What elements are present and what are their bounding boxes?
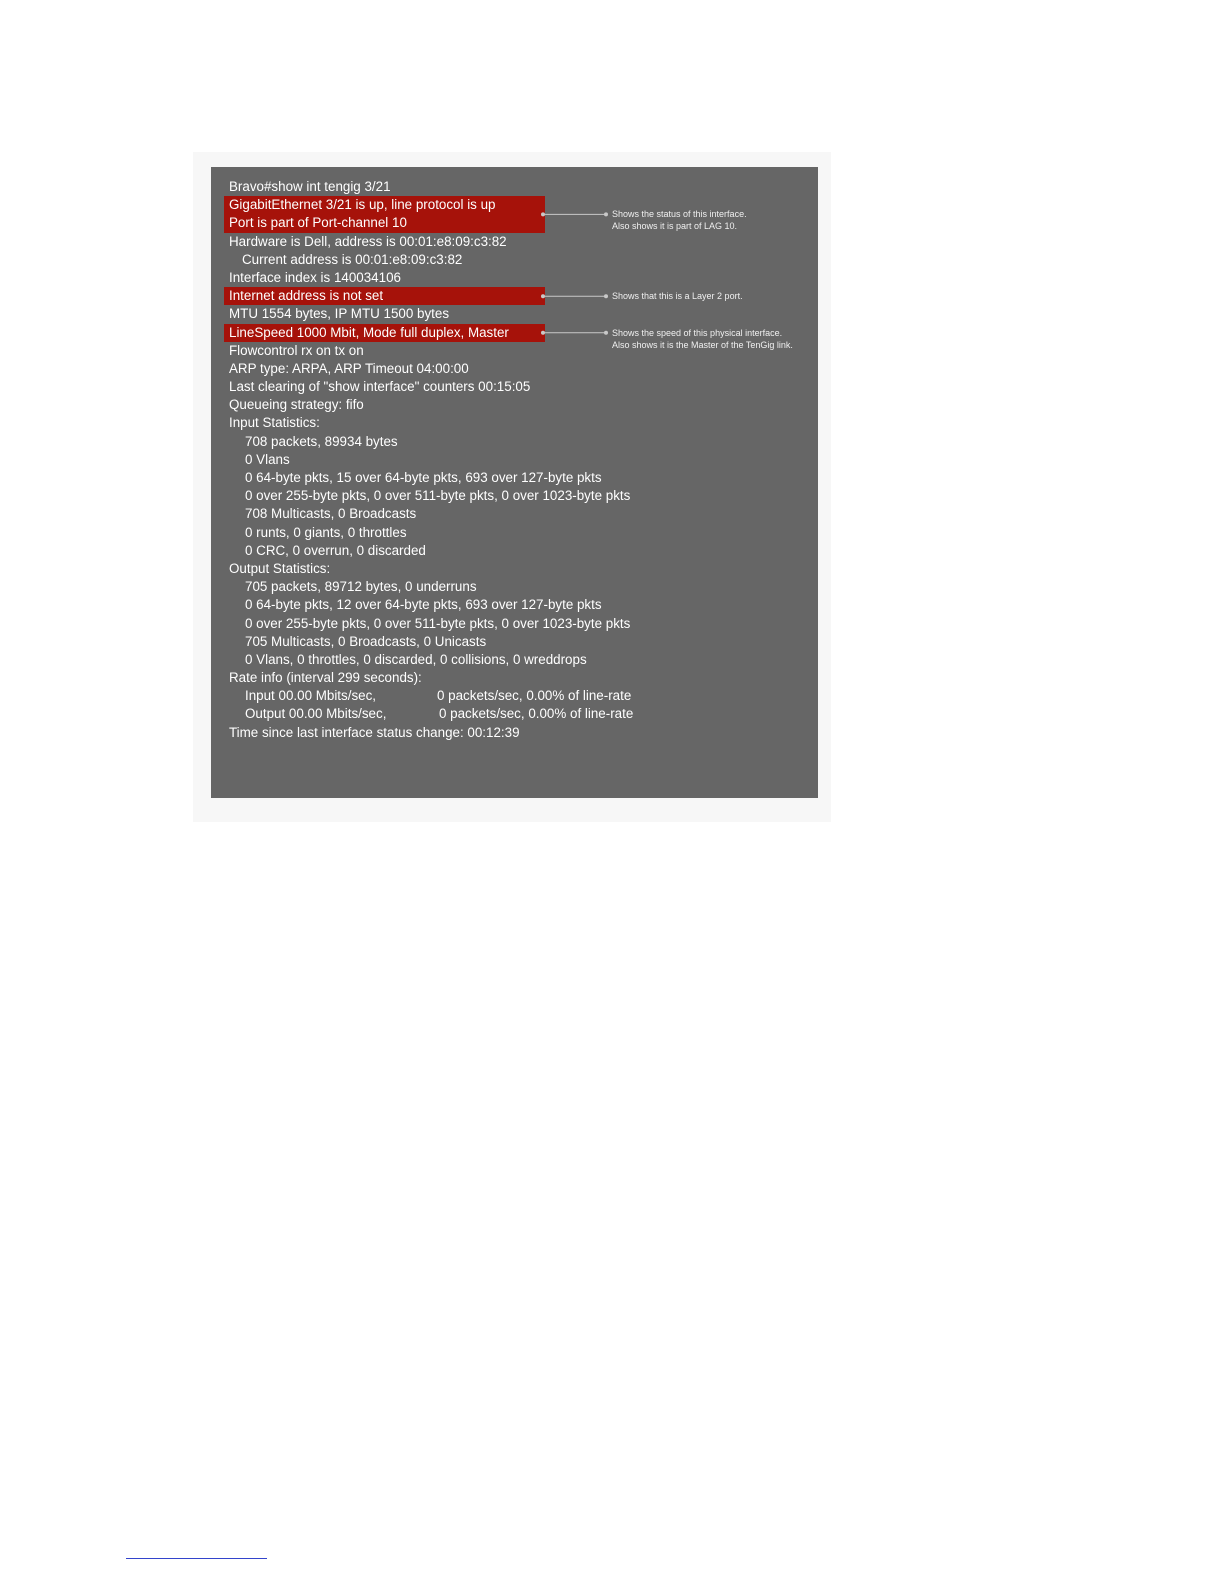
callout-annotation-line: Shows that this is a Layer 2 port. [612, 291, 743, 302]
output-line [211, 705, 818, 723]
output-line: Interface index is 140034106 [229, 269, 401, 285]
highlighted-output-line: Internet address is not set [224, 287, 545, 305]
output-line: ARP type: ARPA, ARP Timeout 04:00:00 [229, 360, 469, 376]
output-line: 705 Multicasts, 0 Broadcasts, 0 Unicasts [245, 633, 487, 649]
output-line: Rate info (interval 299 seconds): [229, 670, 422, 686]
output-line: Output Statistics: [229, 560, 331, 576]
callout-annotation-line: Shows the status of this interface. [612, 209, 747, 220]
output-line: Current address is 00:01:e8:09:c3:82 [242, 251, 463, 267]
output-line: 708 packets, 89934 bytes [245, 433, 398, 449]
output-line: 0 Vlans [245, 451, 290, 467]
output-line: 0 over 255-byte pkts, 0 over 511-byte pkts, 0 over 1023-byte pkts [245, 488, 631, 504]
output-line: 708 Multicasts, 0 Broadcasts [245, 506, 417, 522]
highlighted-output-line: GigabitEthernet 3/21 is up, line protocol is up [224, 196, 545, 214]
output-line: 0 64-byte pkts, 12 over 64-byte pkts, 693 over 127-byte pkts [245, 597, 602, 613]
output-line: 0 64-byte pkts, 15 over 64-byte pkts, 693 over 127-byte pkts [245, 470, 602, 485]
terminal-output-panel [211, 167, 818, 798]
output-line: Input Statistics: [229, 415, 320, 431]
rate-value: 0 packets/sec, 0.00% of line-rate [437, 688, 632, 704]
rate-label: Output 00.00 Mbits/sec, [245, 706, 387, 722]
output-line: 0 runts, 0 giants, 0 throttles [245, 524, 407, 540]
output-line: Time since last interface status change: 00:12:39 [229, 724, 520, 740]
output-line: Hardware is Dell, address is 00:01:e8:09:c3:82 [229, 233, 507, 249]
output-line: Bravo#show int tengig 3/21 [229, 179, 391, 194]
callout-annotation [612, 327, 793, 351]
output-line: 0 CRC, 0 overrun, 0 discarded [245, 542, 426, 558]
highlighted-output-line: LineSpeed 1000 Mbit, Mode full duplex, Master [224, 324, 545, 342]
output-line: Queueing strategy: fifo [229, 397, 364, 413]
rate-value: 0 packets/sec, 0.00% of line-rate [439, 706, 634, 722]
output-line: Last clearing of "show interface" counters 00:15:05 [229, 379, 531, 395]
output-line: 0 over 255-byte pkts, 0 over 511-byte pkts, 0 over 1023-byte pkts [245, 615, 631, 631]
output-line: MTU 1554 bytes, IP MTU 1500 bytes [229, 306, 450, 322]
output-line: Flowcontrol rx on tx on [229, 342, 364, 358]
callout-annotation-line: Also shows it is part of LAG 10. [612, 221, 738, 232]
highlighted-output-line: Port is part of Port-channel 10 [224, 214, 545, 232]
output-line: 0 Vlans, 0 throttles, 0 discarded, 0 collisions, 0 wreddrops [245, 651, 587, 667]
callout-annotation-line: Also shows it is the Master of the TenGig link. [612, 339, 793, 350]
callout-annotation-line: Shows the speed of this physical interface. [612, 327, 783, 338]
output-line: 705 packets, 89712 bytes, 0 underruns [245, 579, 477, 595]
callout-annotation [612, 290, 743, 302]
output-line [211, 687, 818, 705]
rate-label: Input 00.00 Mbits/sec, [245, 688, 377, 704]
footnote-separator [126, 1558, 267, 1559]
terminal-lines [211, 178, 818, 742]
callout-annotation [612, 208, 747, 232]
